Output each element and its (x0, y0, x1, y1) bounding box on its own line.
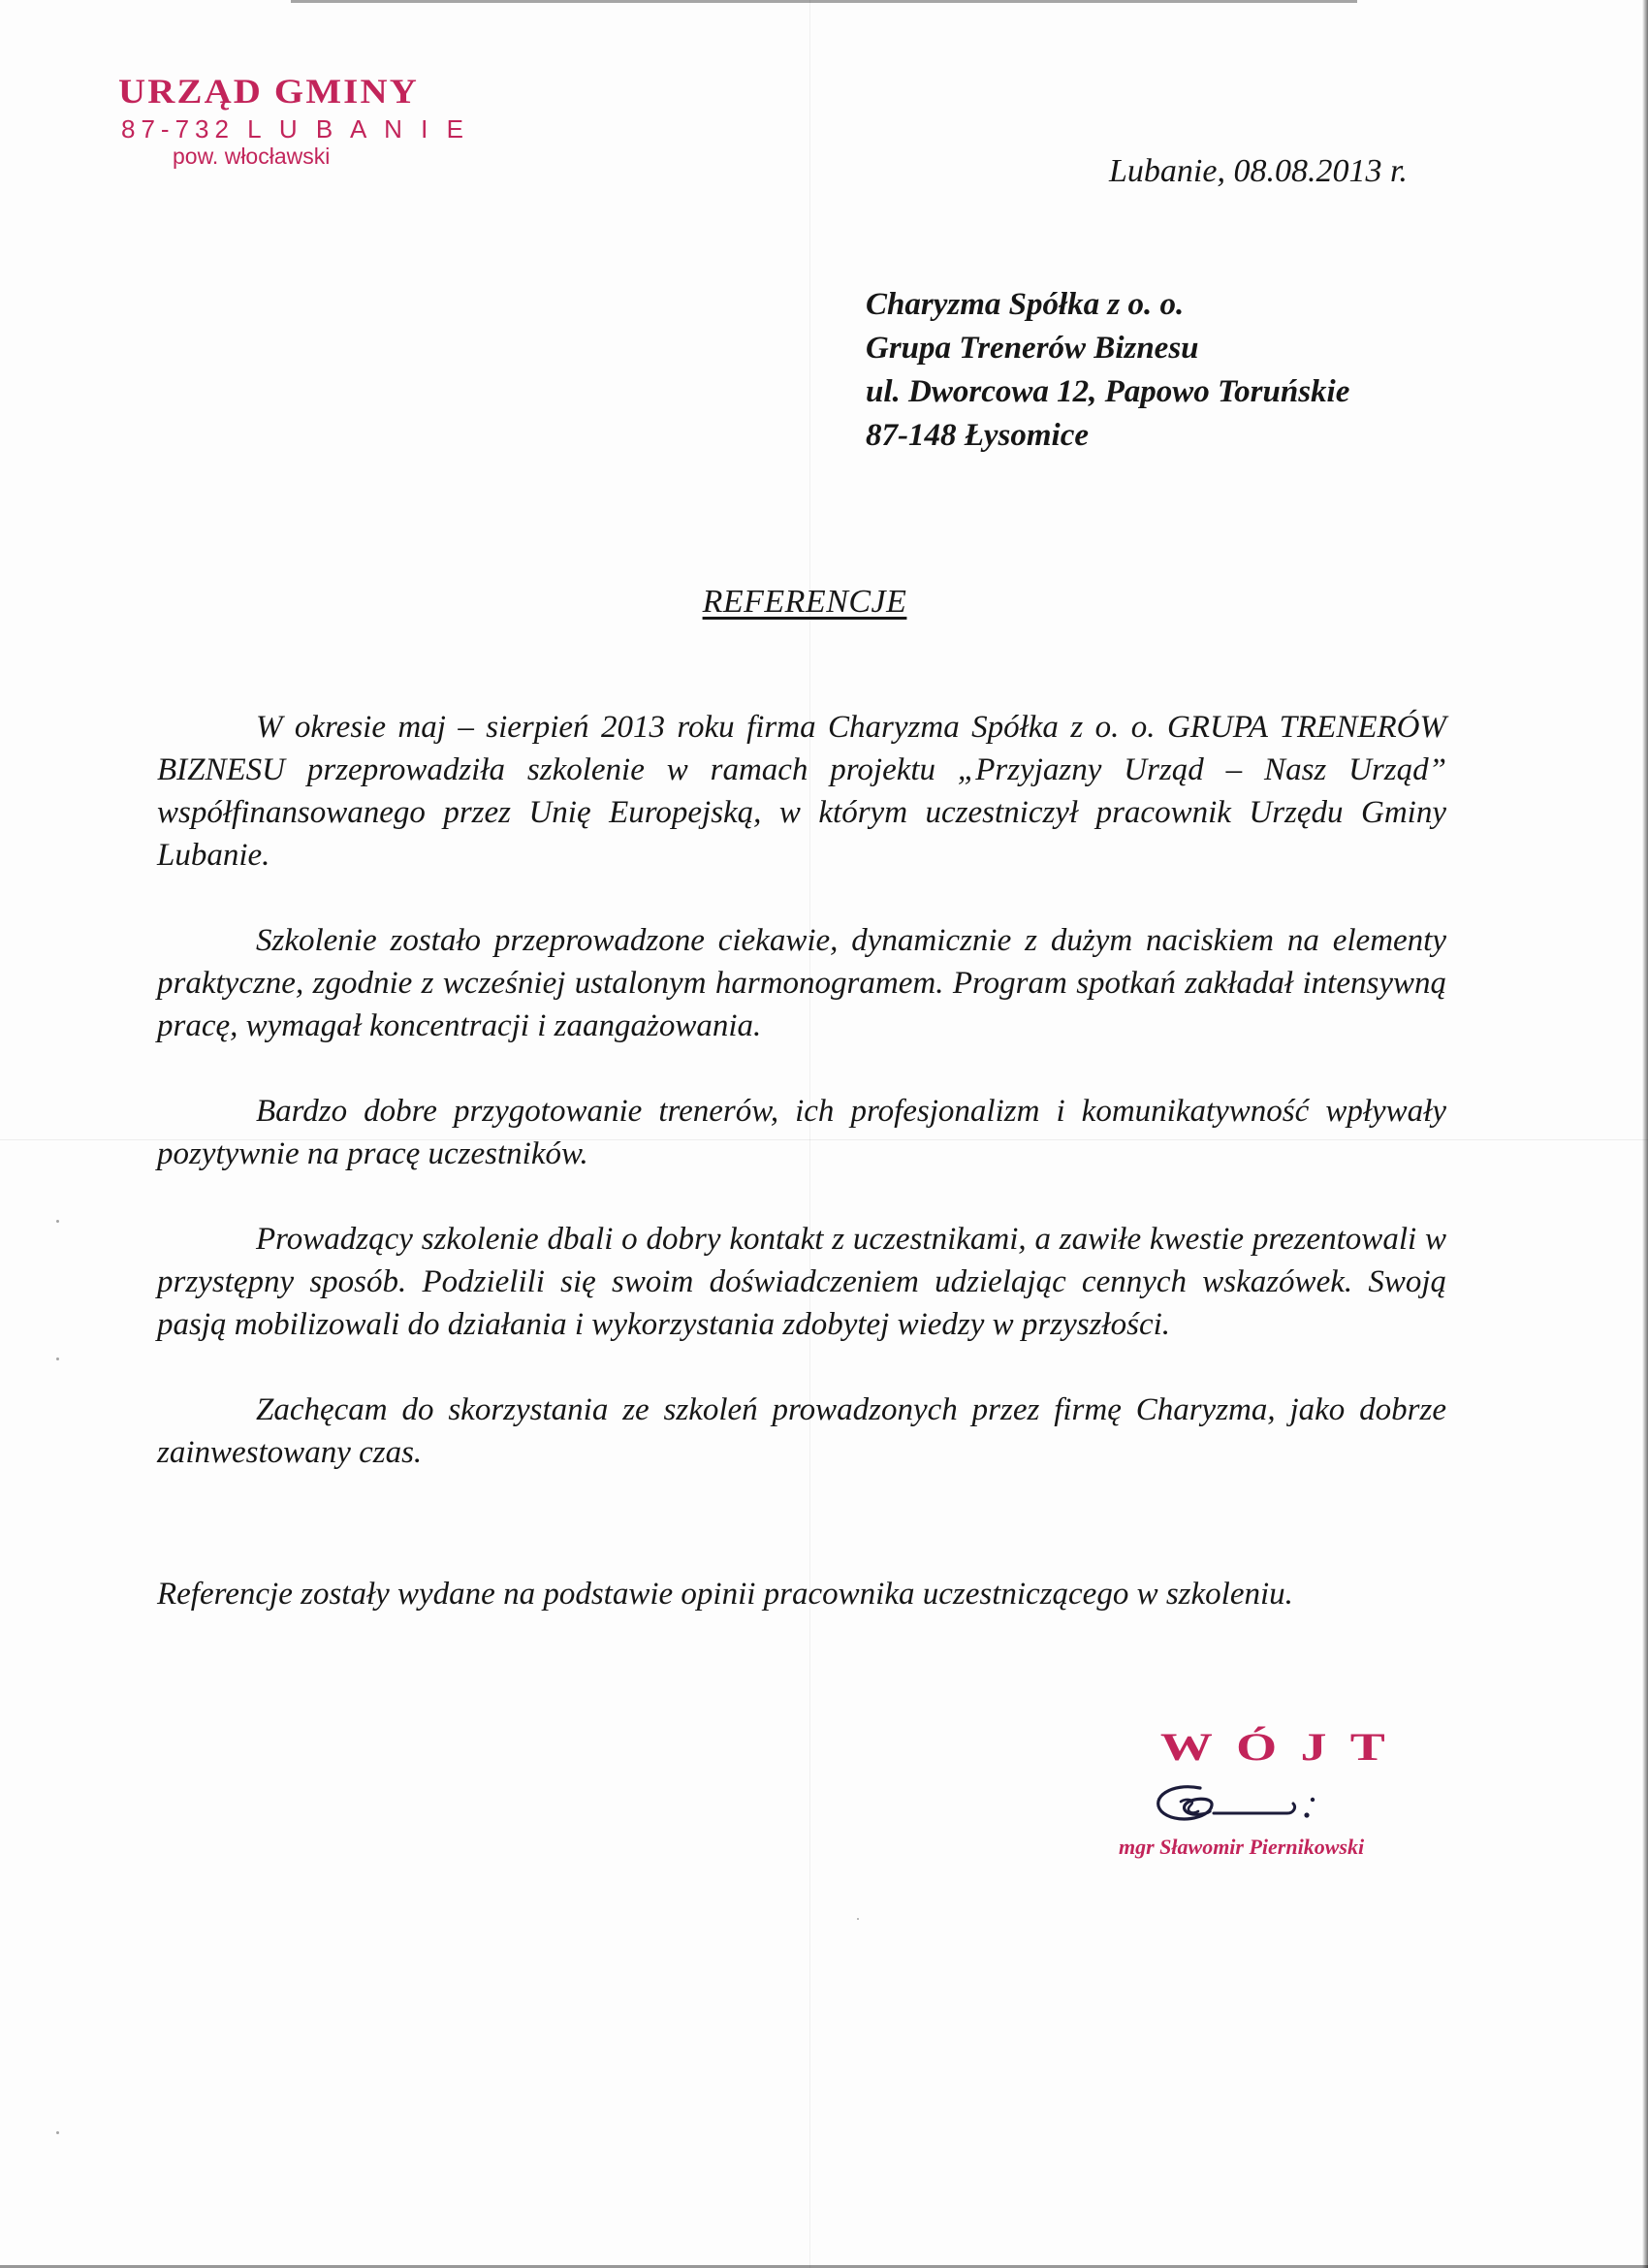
office-stamp (118, 74, 469, 168)
scan-edge-right (1642, 0, 1648, 2268)
stamp-county: pow. włocławski (173, 144, 331, 169)
paragraph-contact: Prowadzący szkolenie dbali o dobry kontakt z uczestnikami, a zawiłe kwestie prezentowali w przystępny sposób. Podzielili się swoim doświadczeniem udzielając cennych wskazówek. Swoją pasją mobilizowali do działania i wykorzystania zdobytej wiedzy w przyszłości. (157, 1222, 1446, 1342)
paragraph-training-summary: W okresie maj – sierpień 2013 roku firma Charyzma Spółka z o. o. GRUPA TRENERÓW BIZNESU przeprowadziła szkolenie w ramach projektu „Przyjazny Urząd – Nasz Urząd” współfinansowanego przez Unię Europejską, w którym uczestniczył pracownik Urzędu Gminy Lubanie. (157, 710, 1446, 873)
scan-edge-top (291, 0, 1357, 3)
scan-speck (857, 1918, 859, 1920)
paragraph-training-quality: Szkolenie zostało przeprowadzone ciekawie, dynamicznie z dużym naciskiem na elementy praktyczne, zgodnie z wcześniej ustalonym harmonogramem. Program spotkań zakładał intensywną pracę, wymagał koncentracji i zaangażowania. (157, 923, 1446, 1043)
paragraph-trainers: Bardzo dobre przygotowanie trenerów, ich profesjonalizm i komunikatywność wpływały pozytywnie na pracę uczestników. (157, 1094, 1446, 1171)
signature-block (1115, 1725, 1454, 1860)
letter-date: Lubanie, 08.08.2013 r. (1109, 153, 1408, 189)
handwritten-signature (1142, 1776, 1375, 1833)
addressee-postal-city: 87-148 Łysomice (866, 418, 1090, 453)
addressee-department: Grupa Trenerów Biznesu (866, 331, 1199, 366)
paragraph-recommendation: Zachęcam do skorzystania ze szkoleń prowadzonych przez firmę Charyzma, jako dobrze zainwestowany czas. (157, 1392, 1446, 1470)
letter-body (157, 706, 1446, 1615)
stamp-postal-code-town: 87-732 L U B A N I E (121, 114, 469, 144)
stamp-office-name: URZĄD GMINY (118, 72, 419, 111)
scan-speck (56, 2131, 59, 2134)
scan-speck (56, 1358, 59, 1360)
scan-speck (56, 1220, 59, 1223)
addressee-street: ul. Dworcowa 12, Papowo Toruńskie (866, 374, 1350, 409)
addressee-company: Charyzma Spółka z o. o. (866, 287, 1185, 322)
signatory-name: mgr Sławomir Piernikowski (1119, 1835, 1365, 1859)
addressee-block (866, 283, 1349, 458)
signature-stamp-title: WÓJT (1159, 1725, 1410, 1769)
document-title: REFERENCJE (702, 584, 907, 620)
paragraph-basis: Referencje zostały wydane na podstawie opinii pracownika uczestniczącego w szkoleniu. (157, 1577, 1293, 1612)
